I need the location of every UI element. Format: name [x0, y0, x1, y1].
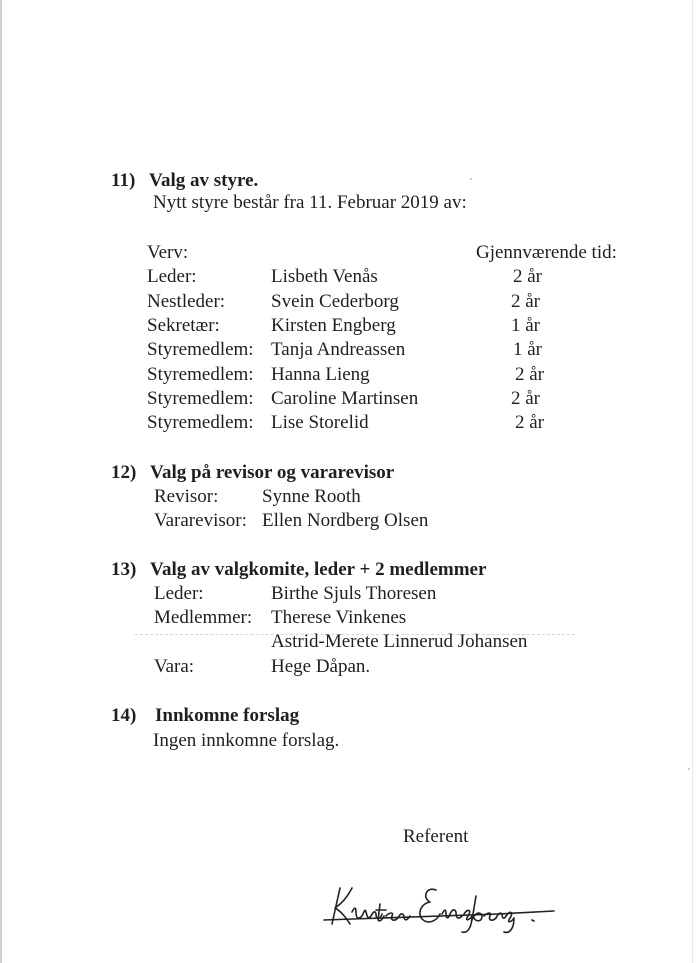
- scan-edge-right: [692, 0, 693, 963]
- signature-icon: [318, 876, 568, 936]
- committee-name: Astrid-Merete Linnerud Johansen: [271, 631, 528, 652]
- scan-speck: [688, 768, 690, 770]
- section-12-number: 12): [111, 462, 137, 483]
- section-13-title: Valg av valgkomite, leder + 2 medlemmer: [150, 559, 487, 580]
- board-row-remaining: 2 år: [511, 291, 541, 312]
- board-row-remaining: 2 år: [511, 388, 541, 409]
- board-row-role: Styremedlem:: [147, 339, 254, 360]
- committee-role: Medlemmer:: [154, 607, 253, 628]
- board-row-role: Styremedlem:: [147, 364, 254, 385]
- auditor-name: Synne Rooth: [262, 486, 361, 507]
- board-row-role: Nestleder:: [147, 291, 226, 312]
- board-row-remaining: 1 år: [513, 339, 543, 360]
- section-11-intro: Nytt styre består fra 11. Februar 2019 av:: [153, 192, 467, 213]
- board-row-name: Kirsten Engberg: [271, 315, 396, 336]
- scan-edge: [0, 0, 2, 963]
- table-header-role: Verv:: [147, 242, 189, 263]
- committee-name: Therese Vinkenes: [271, 607, 407, 628]
- section-13-number: 13): [111, 559, 137, 580]
- board-row-remaining: 2 år: [515, 412, 545, 433]
- board-row-name: Lisbeth Venås: [271, 266, 378, 287]
- auditor-role: Revisor:: [154, 486, 219, 507]
- deputy-auditor-role: Vararevisor:: [154, 510, 247, 531]
- board-row-name: Hanna Lieng: [271, 364, 370, 385]
- board-row-role: Sekretær:: [147, 315, 220, 336]
- board-row-remaining: 2 år: [515, 364, 545, 385]
- scan-speck: [470, 178, 472, 180]
- board-row-name: Caroline Martinsen: [271, 388, 419, 409]
- board-row-role: Leder:: [147, 266, 197, 287]
- board-row-name: Lise Storelid: [271, 412, 369, 433]
- committee-name: Hege Dåpan.: [271, 656, 371, 677]
- section-11-number: 11): [111, 170, 136, 191]
- board-row-remaining: 1 år: [511, 315, 541, 336]
- board-row-name: Svein Cederborg: [271, 291, 399, 312]
- board-row-name: Tanja Andreassen: [271, 339, 406, 360]
- committee-name: Birthe Sjuls Thoresen: [271, 583, 437, 604]
- table-header-remaining: Gjennværende tid:: [476, 242, 617, 263]
- committee-role: Leder:: [154, 583, 204, 604]
- section-14-number: 14): [111, 705, 137, 726]
- committee-role: Vara:: [154, 656, 195, 677]
- section-14-title: Innkomne forslag: [155, 705, 300, 726]
- section-12-title: Valg på revisor og vararevisor: [150, 462, 395, 483]
- board-row-remaining: 2 år: [513, 266, 543, 287]
- section-14-text: Ingen innkomne forslag.: [153, 730, 340, 751]
- board-row-role: Styremedlem:: [147, 412, 254, 433]
- handwritten-signature: [318, 876, 568, 936]
- deputy-auditor-name: Ellen Nordberg Olsen: [262, 510, 429, 531]
- referent-label: Referent: [403, 826, 469, 847]
- section-11-title: Valg av styre.: [149, 170, 259, 191]
- board-row-role: Styremedlem:: [147, 388, 254, 409]
